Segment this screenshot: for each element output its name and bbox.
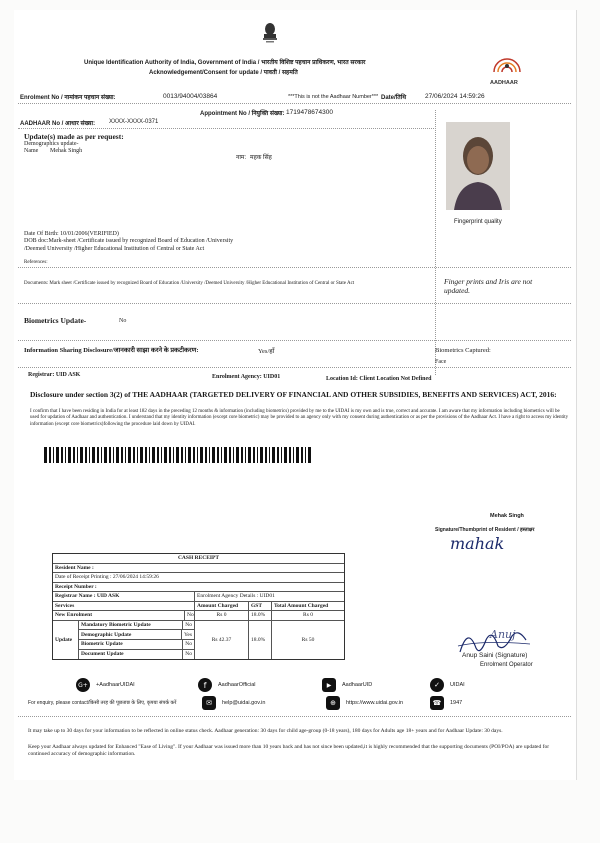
barcode-bar xyxy=(140,447,143,463)
barcode-bar xyxy=(169,447,171,463)
update-item-flag: Yes xyxy=(183,631,192,638)
barcode-bar xyxy=(197,447,198,463)
resident-name-row: Resident Name : xyxy=(55,564,94,571)
email-address: help@uidai.gov.in xyxy=(222,700,266,706)
update-item-label: Mandatory Biometric Update xyxy=(79,621,183,630)
barcode-bar xyxy=(89,447,90,463)
dob-document: DOB doc:Mark-sheet /Certificate issued by recognized Board of Education /University /Deemed University /Higher Educational Institution of Central or State Act xyxy=(24,238,234,252)
barcode-bar xyxy=(221,447,222,463)
barcode-bar xyxy=(152,447,155,463)
appointment-label: Appointment No / नियुक्ति संख्या: xyxy=(200,111,285,117)
barcode-bar xyxy=(73,447,75,463)
name-local-label: नाम: xyxy=(236,155,247,161)
disclosure-body: I confirm that I have been residing in India for at least 182 days in the preceding 12 months & information (including biometrics) provided by me to the UIDAI is my own and is true, correct and accurate. I am aware that my information including biometrics will be used for updation of Aadhaar and authentication. I understand that my identity information (except core biometric) may be provided to an agency only with my consent during authentication or as per the provisions of the Aadhaar Act. I have a right to access my identity information (except core biometrics)following the procedure laid down by UIDAI. xyxy=(30,409,569,427)
fingerprint-quality-label: Fingerprint quality xyxy=(454,219,502,225)
barcode-bar xyxy=(85,447,87,463)
barcode-bar xyxy=(181,447,183,463)
biometrics-update-value: No xyxy=(119,318,127,324)
total-header: Total Amount Charged xyxy=(274,602,329,609)
barcode-bar xyxy=(61,447,63,463)
barcode-bar xyxy=(104,447,107,463)
barcode-bar xyxy=(77,447,78,463)
info-sharing-value: Yes/हाँ xyxy=(258,348,275,355)
resident-name-signature: Mehak Singh xyxy=(490,513,524,519)
barcode-bar xyxy=(241,447,243,463)
update-gst: 18.0% xyxy=(249,621,272,659)
update-amount: Rs 42.37 xyxy=(195,621,249,659)
barcode-bar xyxy=(277,447,279,463)
barcode-bar xyxy=(145,447,147,463)
receipt-date-row: Date of Receipt Printing : 27/06/2024 14:59:26 xyxy=(55,574,159,581)
barcode-bar xyxy=(257,447,258,463)
enrolment-value: 0013/94004/03864 xyxy=(163,93,218,100)
website-url: https://www.uidai.gov.in xyxy=(346,700,404,706)
barcode-bar xyxy=(281,447,282,463)
barcode-bar xyxy=(125,447,126,463)
barcode-bar xyxy=(137,447,138,463)
barcode-bar xyxy=(293,447,294,463)
barcode-bar xyxy=(161,447,162,463)
youtube-handle: AadhaarUID xyxy=(342,682,373,688)
enrolment-label: Enrolment No / नामांकन पहचान संख्या: xyxy=(20,95,116,101)
biometrics-captured-label: Biometrics Captured: xyxy=(435,347,491,354)
barcode-bar xyxy=(128,447,131,463)
barcode-bar xyxy=(301,447,303,463)
update-total: Rs 50 xyxy=(301,636,315,643)
update-item-label: Demographic Update xyxy=(79,630,182,639)
receipt-title: CASH RECEIPT xyxy=(177,555,220,562)
facebook-handle: AadhaarOfficial xyxy=(218,682,256,688)
acknowledgement-sheet xyxy=(14,10,577,780)
enrolment-note: ***This is not the Aadhaar Number*** xyxy=(288,94,379,100)
aadhaar-value: XXXX-XXXX-0371 xyxy=(109,119,159,125)
barcode-bar xyxy=(265,447,267,463)
barcode-bar xyxy=(296,447,299,463)
barcode-bar xyxy=(209,447,210,463)
youtube-link[interactable] xyxy=(322,678,372,692)
biometrics-captured-value: Face xyxy=(435,359,447,365)
header-title: Unique Identification Authority of India, Government of India / भारतीय विशिष्ट पहचान प्राधिकरण, भारत सरकार xyxy=(84,60,366,66)
disclosure-heading: Disclosure under section 3(2) of THE AADHAAR (TARGETED DELIVERY OF FINANCIAL AND OTHER SUBSIDIES, BENEFITS AND SERVICES) ACT, 2016: xyxy=(30,390,557,399)
barcode-bar xyxy=(149,447,150,463)
update-item-label: Biometric Update xyxy=(79,640,183,649)
enrolment-agency-cell: Enrolment Agency Details : UID01 xyxy=(197,593,275,600)
barcode-bar xyxy=(101,447,102,463)
barcode-bar xyxy=(109,447,111,463)
phone-icon: ☎ xyxy=(430,696,444,710)
gst-header: GST xyxy=(249,602,272,611)
resident-signature: mahak xyxy=(450,534,505,553)
operator-signature: Anuj xyxy=(490,628,516,641)
barcode-bar xyxy=(245,447,246,463)
barcode-bar xyxy=(217,447,219,463)
footer-note-2: Keep your Aadhaar always updated for Enhanced "Ease of Living". If your Aadhaar was issued more than 10 years back and has not since been updated,it is highly recommended that the supporting documents (POI/POA) are updated for continued accuracy of demographic information. xyxy=(28,744,550,757)
name-value: Mehak Singh xyxy=(50,148,83,154)
barcode-bar xyxy=(185,447,186,463)
new-enrolment-label: New Enrolment xyxy=(53,611,185,620)
aadhaar-logo-icon xyxy=(488,52,526,82)
barcode-bar xyxy=(253,447,255,463)
barcode-bar xyxy=(121,447,123,463)
barcode-bar xyxy=(188,447,191,463)
enrolment-agency-text: Enrolment Agency: UID01 xyxy=(212,374,281,380)
barcode-bar xyxy=(229,447,231,463)
header-subtitle: Acknowledgement/Consent for update / पावती / सहमति xyxy=(149,70,298,76)
enquiry-text: For enquiry, please contact/किसी तरह की पूछताछ के लिए, कृपया संपर्क करें xyxy=(28,700,177,706)
barcode-bar xyxy=(284,447,287,463)
barcode-bar xyxy=(248,447,251,463)
google-plus-icon: G+ xyxy=(76,678,90,692)
operator-name: Anup Saini (Signature) xyxy=(462,652,528,659)
barcode-bar xyxy=(289,447,291,463)
barcode-bar xyxy=(65,447,66,463)
barcode xyxy=(44,447,314,463)
update-item-label: Document Update xyxy=(79,650,183,659)
new-enrolment-total: Rs 0 xyxy=(303,612,313,619)
barcode-bar xyxy=(157,447,159,463)
operator-label: Enrolment Operator xyxy=(480,662,533,668)
barcode-bar xyxy=(80,447,83,463)
barcode-bar xyxy=(133,447,135,463)
dob-text: Date Of Birth: 10/01/2006(VERIFIED) xyxy=(24,231,119,237)
new-enrolment-flag: No xyxy=(187,612,194,619)
barcode-bar xyxy=(308,447,311,463)
twitter-icon: ✓ xyxy=(430,678,444,692)
receipt-number-row: Receipt Number : xyxy=(55,583,97,590)
amount-header: Amount Charged xyxy=(195,602,249,611)
barcode-bar xyxy=(193,447,195,463)
barcode-bar xyxy=(212,447,215,463)
national-emblem-icon xyxy=(261,22,279,48)
barcode-bar xyxy=(97,447,99,463)
update-label-cell: Update xyxy=(53,621,79,659)
phone-number: 1947 xyxy=(450,700,463,706)
barcode-bar xyxy=(56,447,59,463)
phone-link[interactable] xyxy=(430,696,462,710)
resident-signature-label: Signature/Thumbprint of Resident / हस्ताक्षर xyxy=(435,527,535,533)
location-text: Location Id: Client Location Not Defined xyxy=(326,376,432,382)
globe-icon: ⊕ xyxy=(326,696,340,710)
aadhaar-logo-text: AADHAAR xyxy=(490,80,518,86)
update-heading: Update(s) made as per request: xyxy=(24,132,124,141)
barcode-bar xyxy=(200,447,203,463)
barcode-bar xyxy=(176,447,179,463)
footer-note-1: It may take up to 30 days for your information to be reflected in online status check. Aadhaar generation: 30 days for child age-group (0-18 years), 180 days for Adults age 18+ years and for Aadhaar Update: 30 days. xyxy=(28,728,503,734)
fingerprint-iris-note: Finger prints and Iris are not updated. xyxy=(444,277,533,296)
cash-receipt xyxy=(52,553,345,660)
twitter-link[interactable] xyxy=(430,678,465,692)
barcode-bar xyxy=(236,447,239,463)
barcode-bar xyxy=(92,447,95,463)
new-enrolment-gst: 18.0% xyxy=(249,611,272,620)
twitter-handle: UIDAI xyxy=(450,682,465,688)
update-sub: Demographics update- xyxy=(24,141,79,147)
facebook-link[interactable] xyxy=(198,678,256,692)
barcode-bar xyxy=(116,447,119,463)
barcode-bar xyxy=(68,447,71,463)
date-label: Date/तिथि xyxy=(381,95,407,101)
barcode-bar xyxy=(269,447,270,463)
barcode-bar xyxy=(272,447,275,463)
barcode-bar xyxy=(49,447,51,463)
update-item-flag: No xyxy=(185,651,192,658)
barcode-bar xyxy=(305,447,306,463)
barcode-bar xyxy=(205,447,207,463)
documents-text: Documents: Mark sheet /Certificate issued by recognized Board of Education /University /Deemed University /Higher Educational Institution of Central or State Act xyxy=(24,281,355,286)
barcode-bar xyxy=(260,447,263,463)
references-label: References: xyxy=(24,260,48,265)
date-value: 27/06/2024 14:59:26 xyxy=(425,93,485,100)
biometrics-update-label: Biometrics Update- xyxy=(24,316,87,325)
barcode-bar xyxy=(224,447,227,463)
email-icon: ✉ xyxy=(202,696,216,710)
new-enrolment-amount: Rs 0 xyxy=(195,611,249,620)
aadhaar-label: AADHAAR No / आधार संख्या: xyxy=(20,121,96,127)
youtube-icon: ▶ xyxy=(322,678,336,692)
name-local-value: महक सिंह xyxy=(250,155,272,161)
barcode-bar xyxy=(233,447,234,463)
update-item-flag: No xyxy=(185,641,192,648)
name-label: Name xyxy=(24,148,39,154)
registrar-name-cell: Registrar Name : UID ASK xyxy=(53,592,195,601)
registrar-text: Registrar: UID ASK xyxy=(28,372,81,378)
email-link[interactable] xyxy=(202,696,265,710)
facebook-icon: f xyxy=(198,678,212,692)
resident-photo xyxy=(446,122,510,210)
barcode-bar xyxy=(53,447,54,463)
google-plus-link[interactable] xyxy=(76,678,135,692)
website-link[interactable] xyxy=(326,696,403,710)
google-plus-handle: +AadhaarUIDAI xyxy=(96,682,135,688)
appointment-value: 1719478674300 xyxy=(286,109,333,116)
barcode-bar xyxy=(44,447,47,463)
update-item-flag: No xyxy=(185,621,192,628)
barcode-bar xyxy=(173,447,174,463)
barcode-bar xyxy=(113,447,114,463)
info-sharing-label: Information Sharing Disclosure/जानकारी साझा करने के प्रकटीकरण: xyxy=(24,347,199,354)
barcode-bar xyxy=(164,447,167,463)
update-items xyxy=(79,621,195,659)
services-header: Services xyxy=(53,602,195,611)
